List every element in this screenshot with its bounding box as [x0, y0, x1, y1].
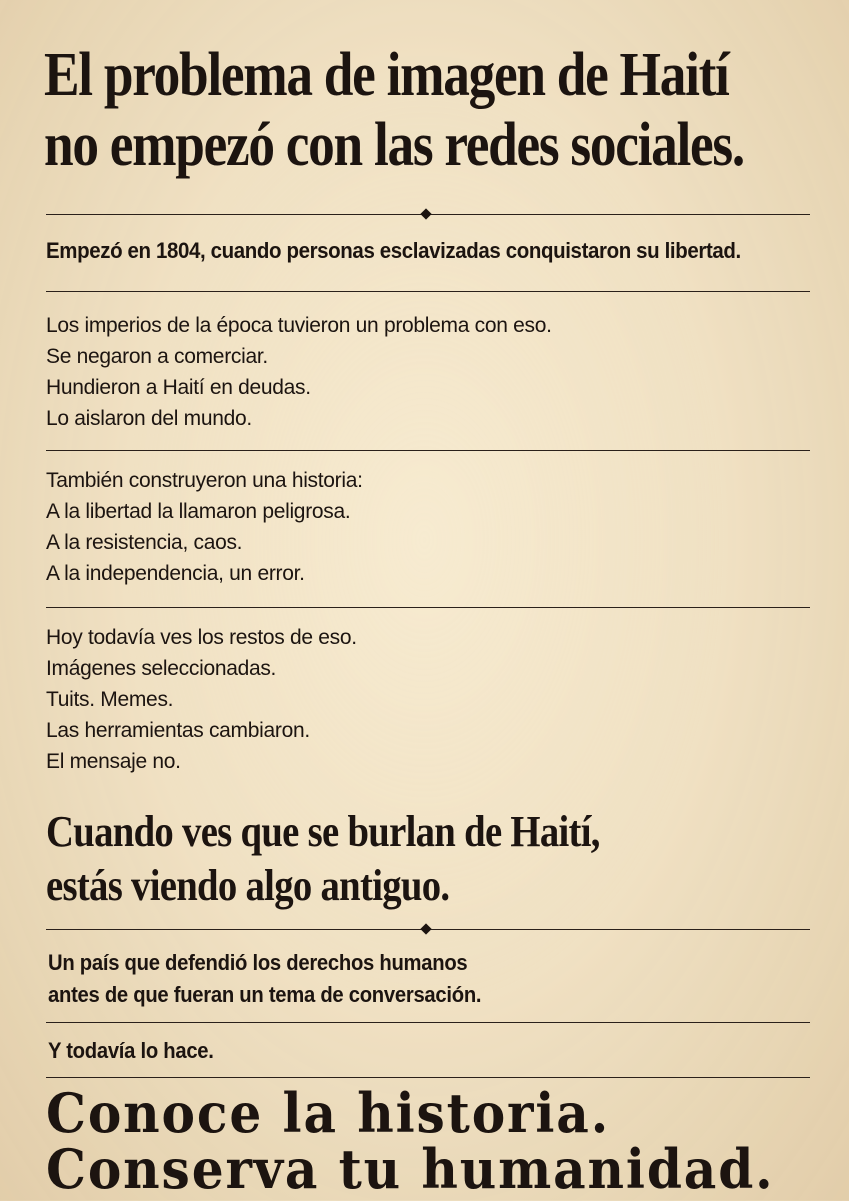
statement — [48, 947, 481, 1011]
divider — [46, 1077, 810, 1078]
section-line: Tuits. Memes. — [46, 688, 174, 711]
section-empires — [46, 310, 552, 434]
subheadline — [46, 805, 600, 913]
subheadline-line-1: Cuando ves que se burlan de Haití, — [46, 807, 600, 856]
section-line: A la libertad la llamaron peligrosa. — [46, 500, 351, 523]
title-line-1: El problema de imagen de Haití — [44, 41, 729, 109]
section-line: Lo aislaron del mundo. — [46, 407, 252, 430]
divider — [46, 291, 810, 292]
subheadline-line-2: estás viendo algo antiguo. — [46, 861, 450, 910]
page-title — [44, 40, 744, 180]
divider — [46, 450, 810, 451]
section-line: El mensaje no. — [46, 750, 181, 773]
section-story — [46, 465, 363, 589]
section-line: Imágenes seleccionadas. — [46, 657, 277, 680]
section-line: Las herramientas cambiaron. — [46, 719, 310, 742]
section-today — [46, 622, 357, 777]
section-line: Se negaron a comerciar. — [46, 345, 268, 368]
divider — [46, 1022, 810, 1023]
diamond-ornament-icon — [420, 208, 431, 219]
still-line: Y todavía lo hace. — [48, 1038, 214, 1063]
statement-line-1: Un país que defendió los derechos humanos — [48, 950, 468, 975]
section-line: Hoy todavía ves los restos de eso. — [46, 626, 357, 649]
title-line-2: no empezó con las redes sociales. — [44, 111, 744, 179]
closing-line-1: Conoce la historia. — [46, 1081, 611, 1145]
lead-sentence: Empezó en 1804, cuando personas esclavizadas conquistaron su libertad. — [46, 238, 741, 263]
section-line: A la independencia, un error. — [46, 562, 305, 585]
divider-ornament-middle — [46, 924, 810, 936]
closing-line-2: Conserva tu humanidad. — [46, 1137, 775, 1201]
section-line: Hundieron a Haití en deudas. — [46, 376, 311, 399]
divider — [46, 607, 810, 608]
section-line: También construyeron una historia: — [46, 469, 363, 492]
still-statement — [48, 1035, 214, 1067]
closing-slogan — [46, 1081, 775, 1201]
statement-line-2: antes de que fueran un tema de conversación. — [48, 982, 482, 1007]
section-line: Los imperios de la época tuvieron un problema con eso. — [46, 314, 552, 337]
section-line: A la resistencia, caos. — [46, 531, 243, 554]
diamond-ornament-icon — [420, 923, 431, 934]
divider-ornament-top — [46, 209, 810, 221]
